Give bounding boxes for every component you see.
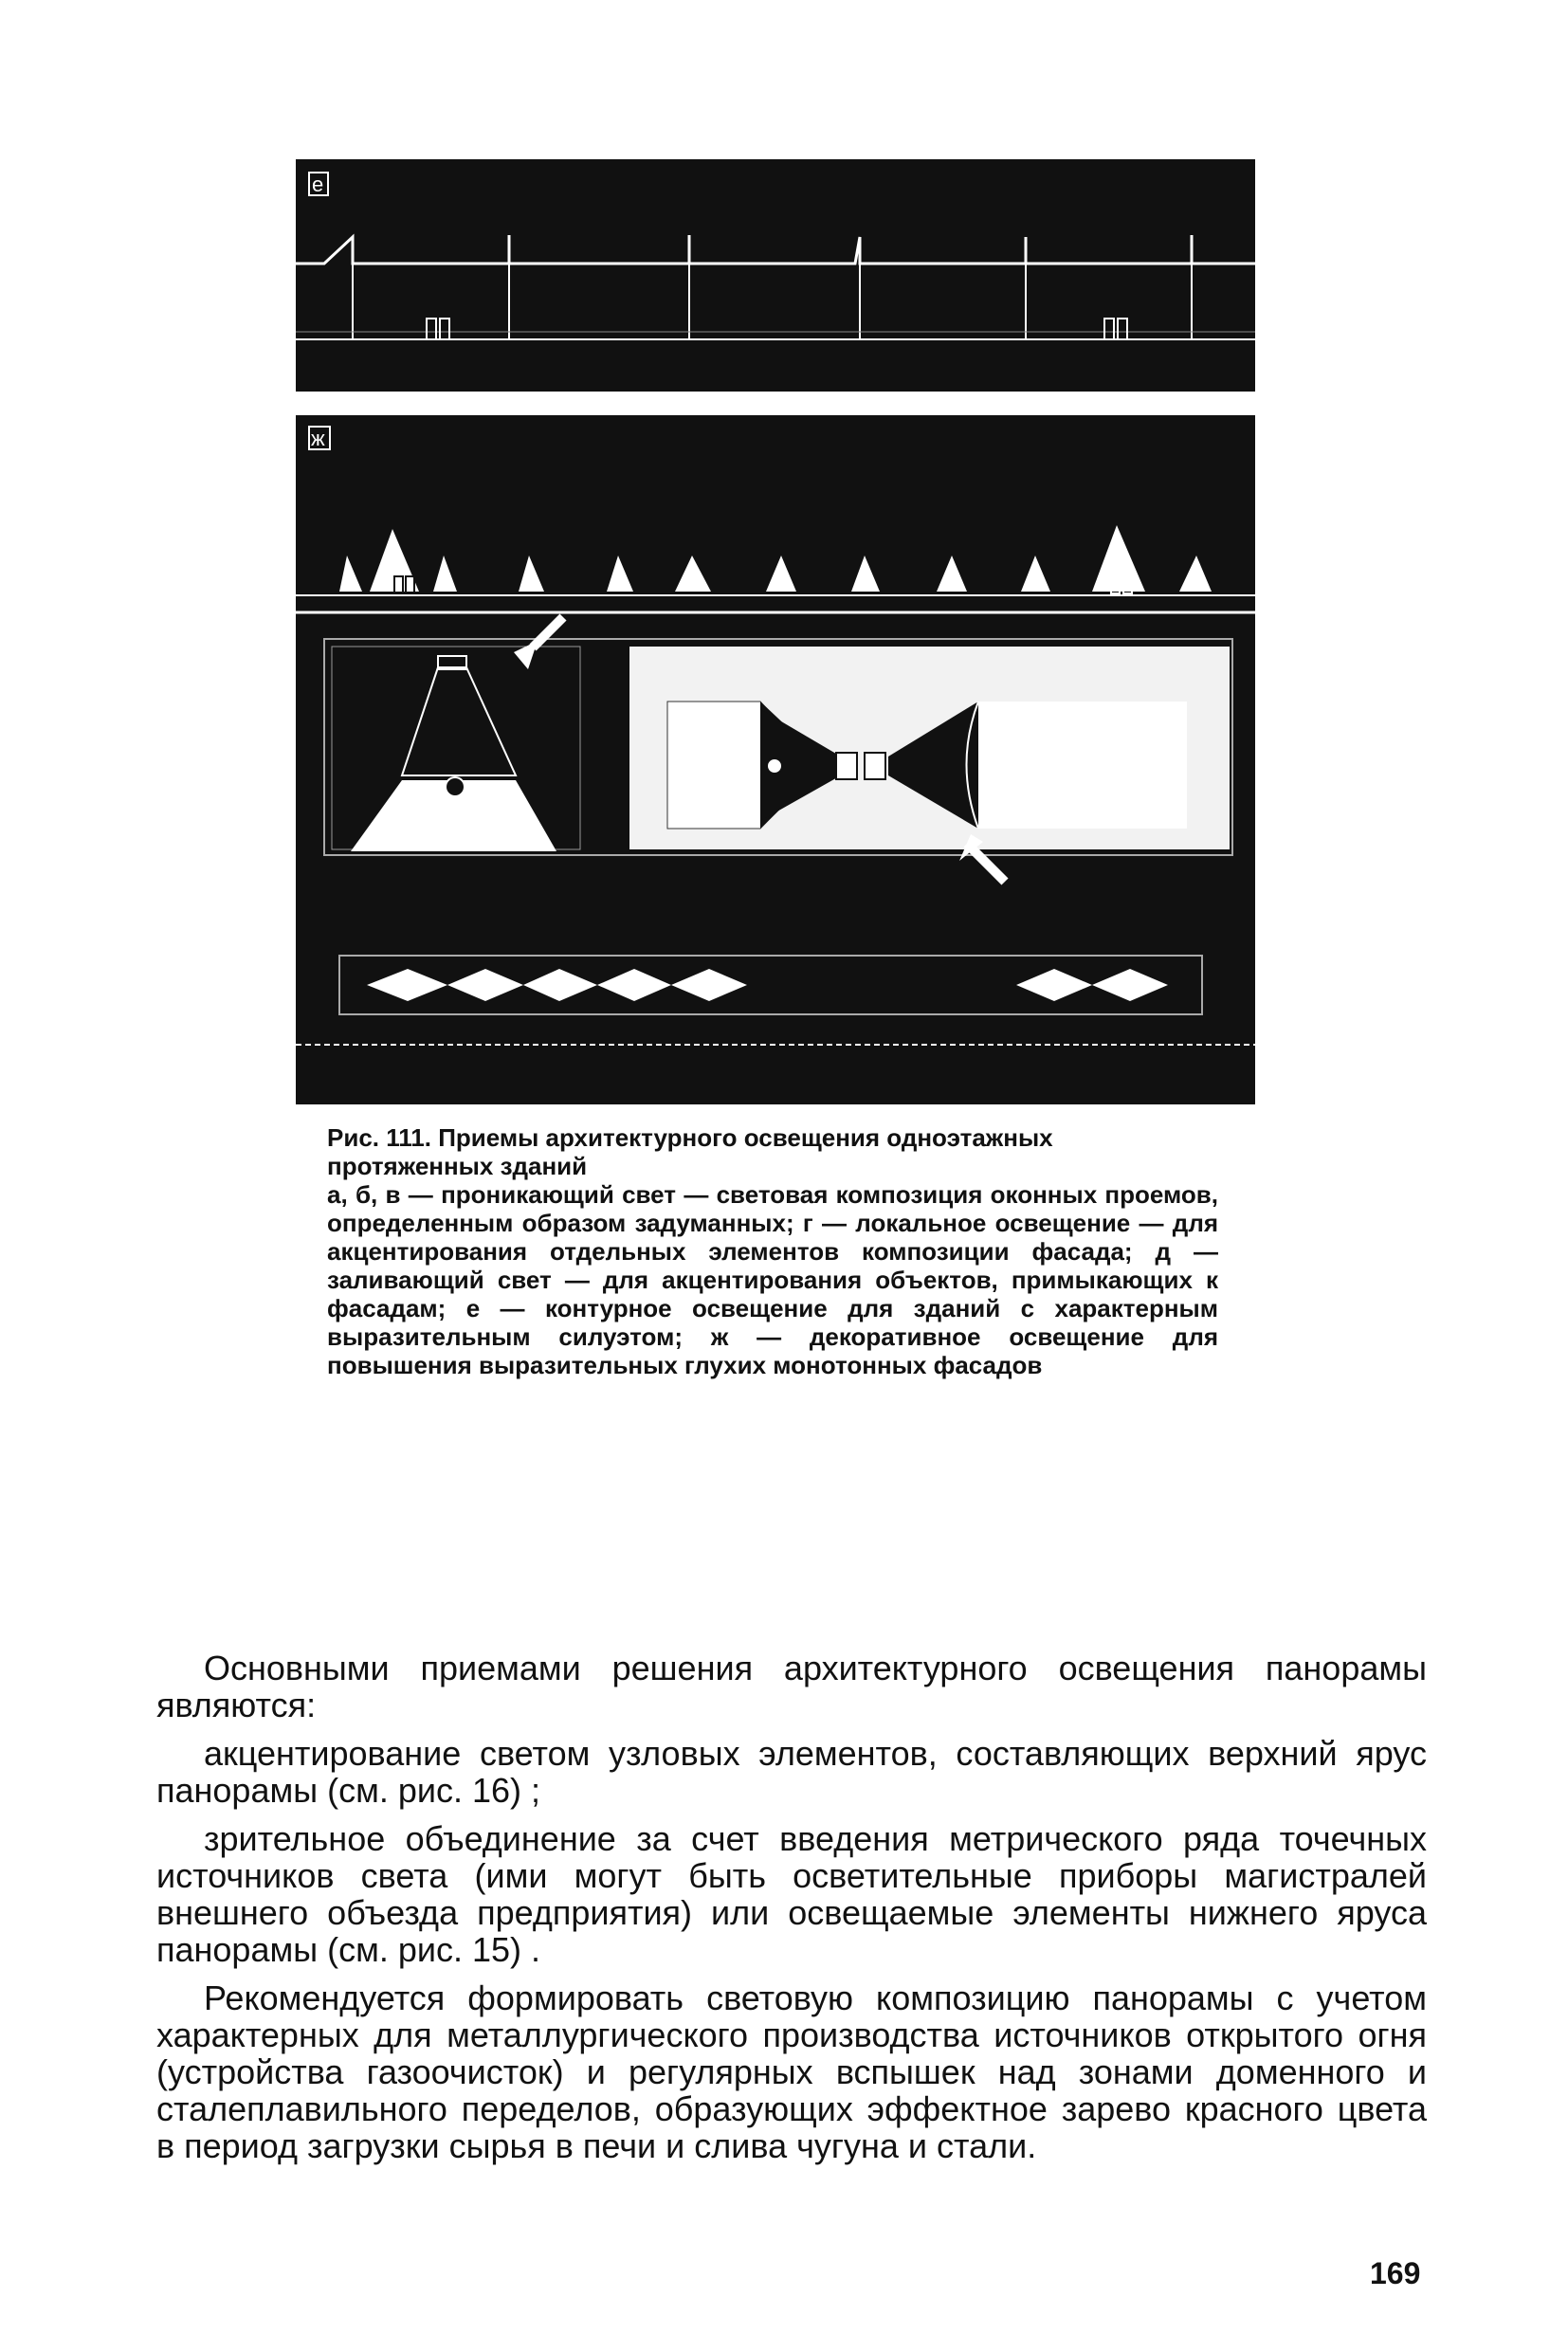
paragraph-1: Основными приемами решения архитектурного освещения панорамы являются:	[156, 1649, 1427, 1724]
panel-e-drawing	[296, 159, 1255, 392]
page-number: 169	[1370, 2256, 1421, 2290]
paragraph-4: Рекомендуется формировать световую композицию панорамы с учетом характерных для металлургического производства источников открытого огня (устройства газоочисток) и регулярных вспышек над зонами доменного и сталеплавильного переделов, образующих эффектное зарево красного цвета в период загрузки сырья в печи и слива чугуна и стали.	[156, 1978, 1427, 2165]
figure-panel-zh	[296, 415, 1255, 1104]
panel-zh-label: ж	[311, 427, 325, 450]
panel-e-label: е	[312, 173, 324, 196]
figure-panel-e	[296, 159, 1255, 392]
figure-caption	[327, 1123, 1218, 1379]
paragraph-3: зрительное объединение за счет введения метрического ряда точечных источников света (ими могут быть осветительные приборы магистралей внешнего объезда предприятия) или освещаемые элементы нижнего яруса панорамы (см. рис. 15) .	[156, 1819, 1427, 1969]
caption-title: Рис. 111. Приемы архитектурного освещения одноэтажных протяженных зданий	[327, 1123, 1053, 1180]
paragraph-2: акцентирование светом узловых элементов, составляющих верхний ярус панорамы (см. рис. 16) ;	[156, 1734, 1427, 1810]
body-text	[156, 1650, 1427, 2176]
panel-zh-drawing	[296, 415, 1255, 1104]
floodlight-illustration	[629, 647, 1230, 849]
hanging-lamp-illustration	[332, 647, 580, 851]
caption-body: а, б, в — проникающий свет — световая композиция оконных проемов, определенным образом задуманных; г — локальное освещение — для акцентирования отдельных элементов композиции фасада; д — заливающий свет — для акцентирования объектов, примыкающих к фасадам; е — контурное освещение для зданий с характерным выразительным силуэтом; ж — декоративное освещение для повышения выразительных глухих монотонных фасадов	[327, 1180, 1218, 1379]
